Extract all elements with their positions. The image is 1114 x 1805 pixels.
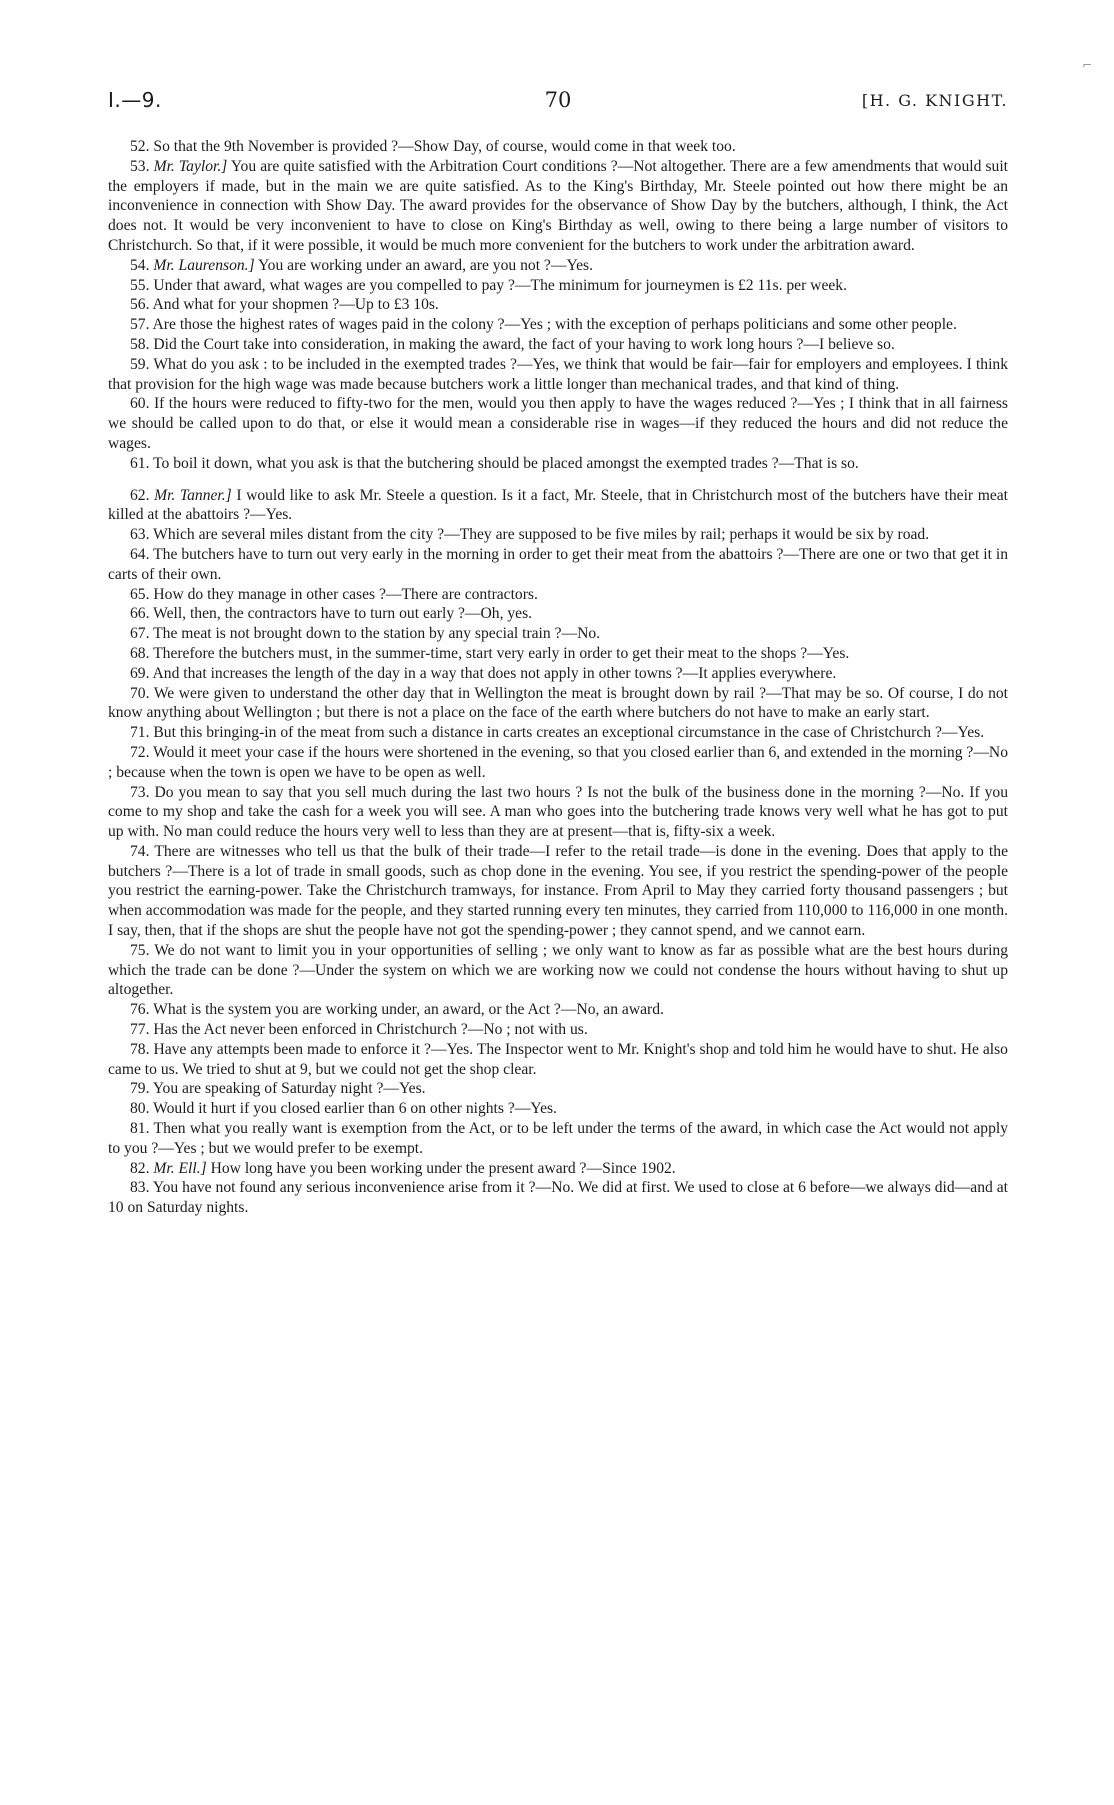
question-text: How long have you been working under the present award ?—Since 1902.	[210, 1159, 676, 1177]
question-number: 70.	[130, 684, 150, 702]
question-text: I would like to ask Mr. Steele a question. Is it a fact, Mr. Steele, that in Christchurch most of the butchers have their meat killed at the abattoirs ?—Yes.	[108, 486, 1008, 524]
question-number: 79.	[130, 1080, 150, 1098]
question-text: We were given to understand the other day that in Wellington the meat is brought down by rail ?—That may be so. Of course, I do not know anything about Wellington ; but there is not a place on the face of the earth where butchers do not have to make an early start.	[108, 684, 1008, 722]
page-header	[108, 88, 1008, 118]
question-text: Have any attempts been made to enforce it ?—Yes. The Inspector went to Mr. Knight's shop and told him he would have to shut. He also came to us. We tried to shut at 9, but we could not get the shop clear.	[108, 1040, 1008, 1078]
question-paragraph	[108, 1000, 1008, 1020]
question-text: Therefore the butchers must, in the summer-time, start very early in order to get their meat to the shops ?—Yes.	[153, 644, 850, 662]
question-paragraph	[108, 1040, 1008, 1080]
question-paragraph	[108, 486, 1008, 526]
question-paragraph	[108, 1020, 1008, 1040]
witness-name: [H. G. KNIGHT.	[861, 91, 1008, 110]
question-text: Are those the highest rates of wages paid in the colony ?—Yes ; with the exception of perhaps politicians and some other people.	[152, 316, 957, 334]
question-text: You are working under an award, are you not ?—Yes.	[257, 256, 594, 274]
question-paragraph	[108, 644, 1008, 664]
question-text: There are witnesses who tell us that the bulk of their trade—I refer to the retail trade—is done in the evening. Does that apply to the butchers ?—There is a lot of trade in small goods, such as chop done in the evening. You see, if you restrict the spending-power of the people you restrict the earning-power. Take the Christchurch tramways, for instance. From April to May they carried forty thousand passengers ; but when accommodation was made for the people, and they started running every ten minutes, they carried from 110,000 to 116,000 in one month. I say, then, that if the shops are shut the people have not got the spending-power ; they cannot spend, and we cannot earn.	[108, 842, 1008, 940]
question-number: 62.	[130, 486, 150, 504]
question-number: 59.	[130, 355, 150, 373]
question-paragraph	[108, 604, 1008, 624]
question-number: 72.	[130, 743, 150, 761]
question-number: 67.	[130, 625, 150, 643]
question-text: If the hours were reduced to fifty-two for the men, would you then apply to have the wages reduced ?—Yes ; I think that in all fairness we should be called upon to do that, or else it would mean a considerable rise in wages—if they reduced the hours and did not reduce the wages.	[108, 395, 1008, 452]
question-paragraph	[108, 684, 1008, 724]
question-paragraph	[108, 525, 1008, 545]
question-number: 74.	[130, 842, 150, 860]
question-paragraph	[108, 315, 1008, 335]
question-number: 75.	[130, 941, 150, 959]
question-paragraph	[108, 664, 1008, 684]
question-number: 63.	[130, 526, 150, 544]
question-paragraph	[108, 454, 1008, 474]
question-number: 56.	[130, 296, 150, 314]
question-text: You have not found any serious inconvenience arise from it ?—No. We did at first. We used to close at 6 before—we always did—and at 10 on Saturday nights.	[108, 1179, 1008, 1217]
question-number: 57.	[130, 316, 150, 334]
question-paragraph	[108, 355, 1008, 395]
question-number: 66.	[130, 605, 150, 623]
question-number: 55.	[130, 276, 150, 294]
question-paragraph	[108, 585, 1008, 605]
question-number: 65.	[130, 585, 150, 603]
question-paragraph	[108, 743, 1008, 783]
question-number: 68.	[130, 644, 150, 662]
question-number: 54.	[130, 256, 150, 274]
question-number: 60.	[130, 395, 150, 413]
question-text: Under that award, what wages are you compelled to pay ?—The minimum for journeymen is £2 11s. per week.	[153, 276, 847, 294]
question-text: Well, then, the contractors have to turn out early ?—Oh, yes.	[153, 605, 533, 623]
question-number: 80.	[130, 1100, 150, 1118]
question-text: Has the Act never been enforced in Christchurch ?—No ; not with us.	[153, 1021, 588, 1039]
question-number: 78.	[130, 1040, 150, 1058]
question-number: 73.	[130, 783, 150, 801]
question-text: And that increases the length of the day in a way that does not apply in other towns ?—It applies everywhere.	[152, 664, 837, 682]
evidence-text	[108, 137, 1008, 1218]
question-paragraph	[108, 157, 1008, 256]
question-paragraph	[108, 1178, 1008, 1218]
speaker-label: Mr. Taylor.]	[153, 157, 228, 175]
question-paragraph	[108, 137, 1008, 157]
question-paragraph	[108, 783, 1008, 842]
question-text: So that the 9th November is provided ?—Show Day, of course, would come in that week too.	[153, 138, 736, 155]
question-paragraph	[108, 842, 1008, 941]
question-number: 82.	[130, 1159, 150, 1177]
question-text: Would it hurt if you closed earlier than 6 on other nights ?—Yes.	[153, 1100, 557, 1118]
question-number: 58.	[130, 335, 150, 353]
question-paragraph	[108, 1119, 1008, 1159]
question-text: Would it meet your case if the hours were shortened in the evening, so that you closed earlier than 6, and extended in the morning ?—No ; because when the town is open we have to be open as well.	[108, 743, 1008, 781]
question-text: To boil it down, what you ask is that the butchering should be placed amongst the exempted trades ?—That is so.	[153, 454, 859, 472]
question-number: 69.	[130, 664, 150, 682]
question-text: You are quite satisfied with the Arbitration Court conditions ?—Not altogether. There are a few amendments that would suit the employers if made, but in the main we are quite satisfied. As to the King's Birthday, Mr. Steele pointed out how there might be an inconvenience in connection with Show Day. The award provides for the observance of Show Day by the butchers, although, I think, the Act does not. It would be very inconvenient to have to close on King's Birthday as well, owing to there being a large number of visitors to Christchurch. So that, if it were possible, it would be much more convenient for the butchers to work under the arbitration award.	[108, 157, 1008, 254]
question-number: 52.	[130, 138, 150, 155]
question-number: 81.	[130, 1120, 150, 1138]
page-number: 70	[544, 88, 572, 112]
question-text: Then what you really want is exemption from the Act, or to be left under the terms of the award, in which case the Act would not apply to you ?—Yes ; but we would prefer to be exempt.	[108, 1120, 1008, 1157]
speaker-label: Mr. Laurenson.]	[153, 256, 255, 274]
question-number: 53.	[130, 157, 150, 175]
question-number: 64.	[130, 545, 150, 563]
question-paragraph	[108, 276, 1008, 296]
question-paragraph	[108, 1159, 1008, 1179]
question-text: Did the Court take into consideration, in making the award, the fact of your having to work long hours ?—I believe so.	[153, 335, 895, 353]
question-number: 61.	[130, 454, 150, 472]
question-paragraph	[108, 545, 1008, 585]
question-paragraph	[108, 1099, 1008, 1119]
question-text: Which are several miles distant from the city ?—They are supposed to be five miles by rail; perhaps it would be six by road.	[153, 526, 930, 544]
question-text: The butchers have to turn out very early in the morning in order to get their meat from the abattoirs ?—There are one or two that get it in carts of their own.	[108, 545, 1008, 583]
question-number: 83.	[130, 1179, 150, 1197]
question-number: 76.	[130, 1001, 150, 1019]
speaker-label: Mr. Tanner.]	[154, 486, 232, 504]
question-text: What do you ask : to be included in the exempted trades ?—Yes, we think that would be fair—fair for employers and employees. I think that provision for the high wage was made because butchers work a little longer than mechanical trades, and that kind of thing.	[108, 355, 1008, 393]
speaker-label: Mr. Ell.]	[153, 1159, 207, 1177]
question-paragraph	[108, 624, 1008, 644]
question-text: But this bringing-in of the meat from such a distance in carts creates an exceptional circumstance in the case of Christchurch ?—Yes.	[153, 724, 985, 742]
question-text: Do you mean to say that you sell much during the last two hours ? Is not the bulk of the business done in the morning ?—No. If you come to my shop and take the cash for a week you will see. A man who goes into the butchering trade knows very well what he has got to put up with. No man could reduce the hours very well to less than they are at present—that is, fifty-six a week.	[108, 783, 1008, 841]
question-text: And what for your shopmen ?—Up to £3 10s.	[152, 296, 439, 314]
margin-tick-mark: ⌐	[1082, 58, 1093, 72]
question-paragraph	[108, 295, 1008, 315]
question-paragraph	[108, 335, 1008, 355]
question-text: What is the system you are working under, an award, or the Act ?—No, an award.	[153, 1001, 664, 1019]
question-paragraph	[108, 723, 1008, 743]
question-text: The meat is not brought down to the station by any special train ?—No.	[153, 625, 601, 643]
paper-reference: I.—9.	[108, 88, 162, 112]
question-paragraph	[108, 394, 1008, 453]
question-paragraph	[108, 941, 1008, 1000]
question-text: We do not want to limit you in your opportunities of selling ; we only want to know as far as possible what are the best hours during which the trade can be done ?—Under the system on which we are working now we could not condense the hours without having to shut up altogether.	[108, 941, 1008, 999]
question-number: 71.	[130, 724, 150, 742]
question-number: 77.	[130, 1021, 150, 1039]
question-text: You are speaking of Saturday night ?—Yes.	[152, 1080, 426, 1098]
question-paragraph	[108, 256, 1008, 276]
question-paragraph	[108, 1079, 1008, 1099]
question-text: How do they manage in other cases ?—There are contractors.	[153, 585, 538, 603]
